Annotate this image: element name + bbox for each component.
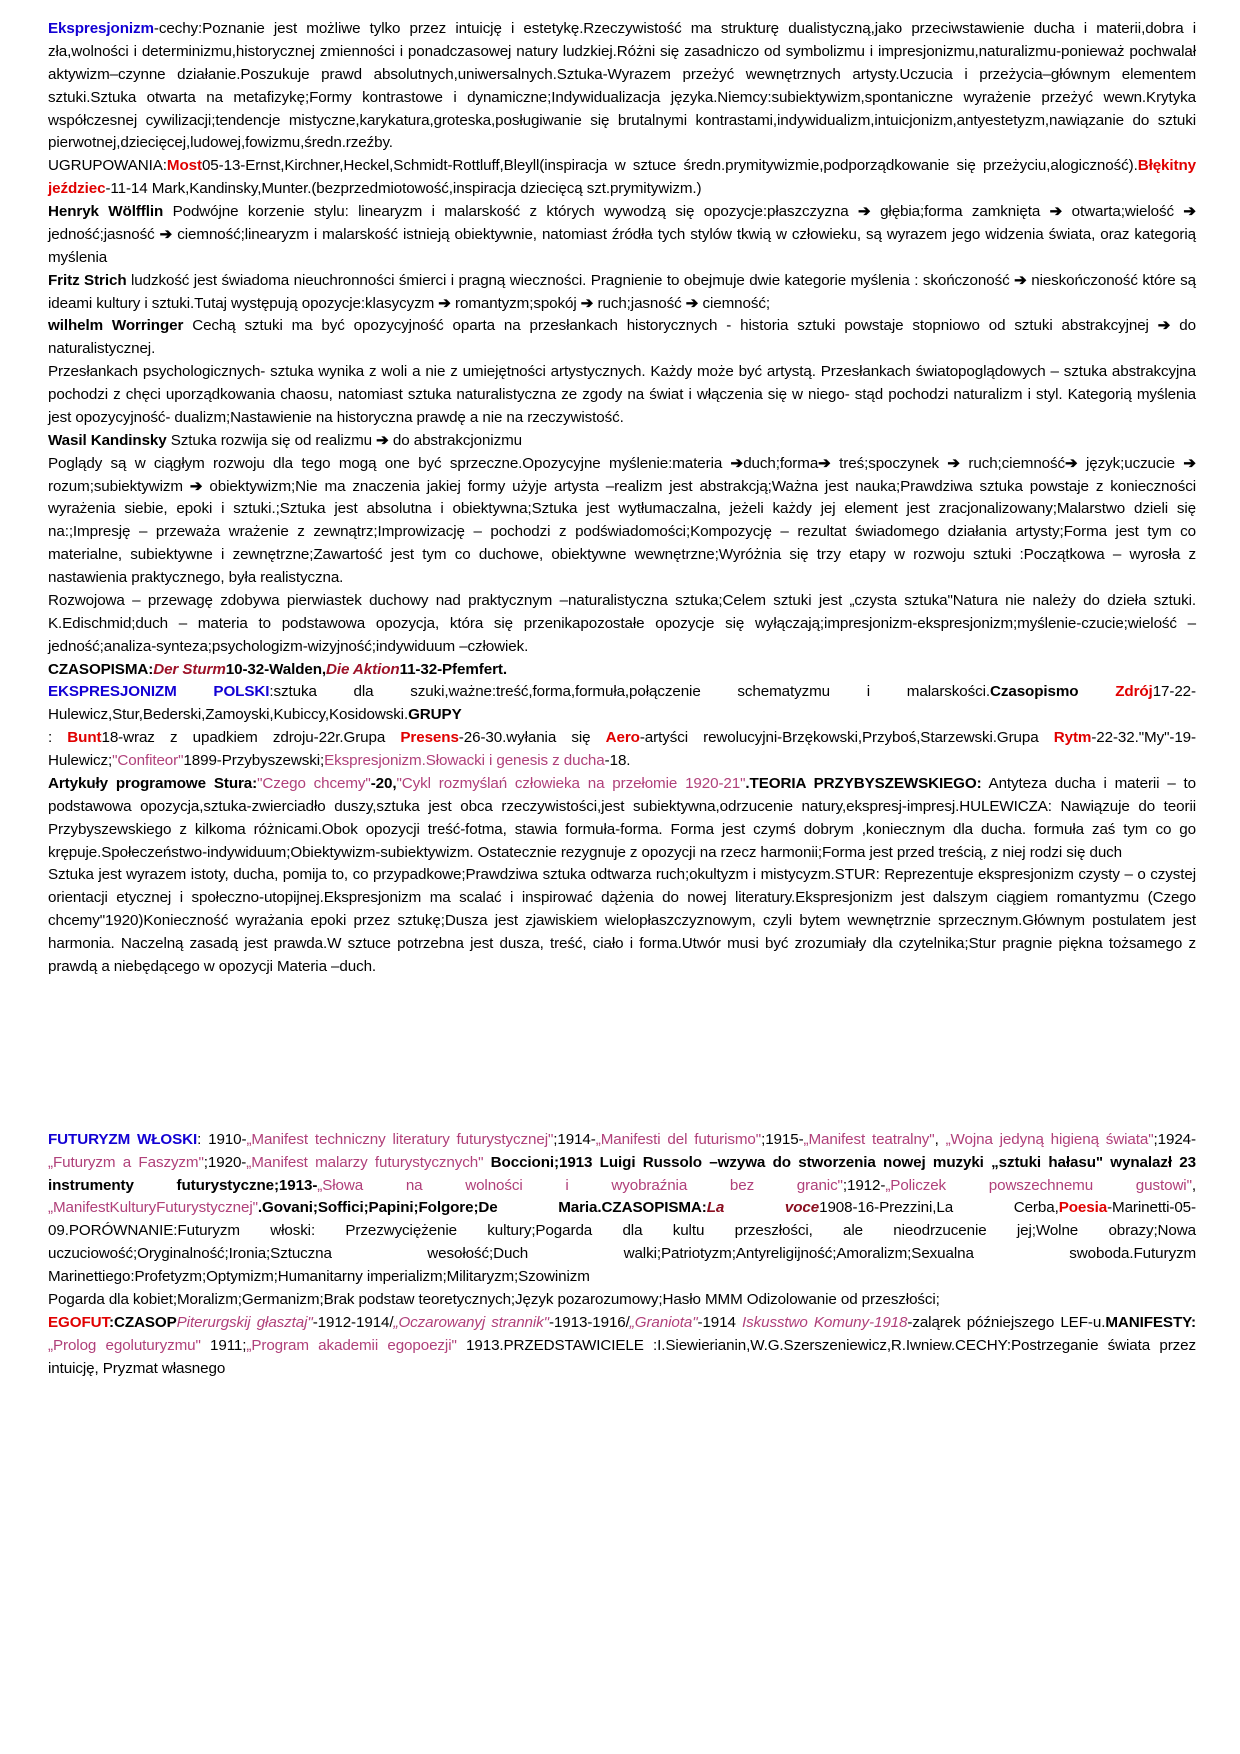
ep-text-d: -26-30.wyłania się xyxy=(458,729,606,747)
artykuly-body: Antyteza ducha i materii – to podstawowa opozycja,sztuka-zwierciadło duszy,sztuka jest obca rzeczywistości,jest subiektywna,odrzucenie natury,ekspresj-impresj.HULEWICZA: Nawiązuje do teorii Przybyszewskiego z kilkoma różnicami.Obok opozycji treść-fotma, stawia formuła-forma. Forma jest czymś dobrym ,koniecznym dla ducha. formuła zaś tym co go krępuje.Społeczeństwo-indywiduum;Obiektywizm-subiektywizm. Ostatecznie rezygnuje z opozycji na rzecz harmonii;Forma jest przed treścią, z niej rodzi się duch xyxy=(48,774,1196,861)
fw-porownanie: PORÓWNANIE:Futuryzm włoski: Przezwyciężenie kultury;Pogarda dla kultu przeszłości, ale nieodrzucenie jej;Wolne obrazy;Nowa uczuciowość;Oryginalność;Ironia;Sztuczna wesołość;Duch walki;Patriotyzm;Antyreligijność;Amoralizm;Sexualna swoboda.Futuryzm Marinettiego:Profetyzm;Optymizm;Humanitarny imperializm;Militaryzm;Szowinizm xyxy=(48,1222,1196,1285)
wolfflin-text-c: otwarta;wielość xyxy=(1062,203,1184,220)
title-iskusstwo-komuny: Iskusstwo Komuny-1918 xyxy=(741,1313,908,1331)
group-aero: Aero xyxy=(605,729,640,747)
group-blekitny-jezdziec: Błękitny jeździec xyxy=(48,157,1196,198)
title-graniota: „Graniota" xyxy=(629,1313,698,1331)
heading-ekspresjonizm-polski: EKSPRESJONIZM POLSKI xyxy=(48,683,270,701)
ep-text-a: :sztuka dla szuki,ważne:treść,forma,formuła,połączenie schematyzmu i malarskości. xyxy=(269,683,990,701)
heading-ekspresjonizm: Ekspresjonizm xyxy=(48,20,154,37)
arrow-icon: ➔ xyxy=(1157,317,1171,335)
page-blank-gap xyxy=(48,979,1196,1129)
egofut-m4: -zaląrek późniejszego LEF-u. xyxy=(907,1313,1106,1331)
czasopismo-label: Czasopismo xyxy=(990,683,1116,701)
paragraph-strich xyxy=(48,270,1196,316)
paragraph-czasopisma-niemieckie xyxy=(48,659,1196,682)
arrow-icon: ➔ xyxy=(730,454,744,472)
wolfflin-text-d: jedność;jasność xyxy=(48,225,160,243)
paragraph-ugrupowania xyxy=(48,155,1196,201)
arrow-icon: ➔ xyxy=(818,454,831,472)
paragraph-poglady xyxy=(48,453,1196,590)
heading-egofut: EGOFUT xyxy=(48,1313,109,1331)
egofut-m2: -1913-1916/ xyxy=(548,1313,630,1331)
title-manifest-teatralny: „Manifest teatralny" xyxy=(803,1130,935,1148)
title-wojna-jedyna-higiena: „Wojna jedyną higieną świata" xyxy=(945,1130,1154,1148)
grupy-pre: : xyxy=(48,729,68,747)
artykuly-mid: -20, xyxy=(370,774,397,792)
teoria-przybyszewskiego-label: .TEORIA PRZYBYSZEWSKIEGO: xyxy=(745,774,982,792)
paragraph-kandinsky xyxy=(48,430,1196,453)
paragraph-ekspresjonizm-polski xyxy=(48,681,1196,727)
ugrupowania-label: UGRUPOWANIA: xyxy=(48,157,167,175)
arrow-icon: ➔ xyxy=(858,203,871,220)
arrow-icon: ➔ xyxy=(580,294,594,312)
arrow-icon: ➔ xyxy=(1014,271,1027,289)
strich-text-e: ciemność; xyxy=(698,294,770,312)
arrow-icon: ➔ xyxy=(438,294,451,312)
strich-text-d: ruch;jasność xyxy=(593,294,686,312)
paragraph-przeslanki: Przesłankach psychologicznych- sztuka wynika z woli a nie z umiejętności artystycznych. Każdy może być artystą. Przesłankach światopoglądowych – sztuka abstrakcyjna pochodzi z chęci uporządkowania chaosu, natomiast sztuka naturalistyczna ze zgody na świat i włączenia się w niego- stąd pochodzi naturalizm i styl. Kategorią myślenia jest opozycyjność- dualizm;Nastawienie na historyczna prawdę a nie na rzeczywistość. xyxy=(48,363,1196,426)
fw-text-a: : 1910- xyxy=(197,1130,247,1148)
paragraph-wolfflin xyxy=(48,201,1196,270)
group-blekitny-text: -11-14 Mark,Kandinsky,Munter.(bezprzedmiotowość,inspiracja dziecięcą szt.prymitywizm.) xyxy=(105,180,702,198)
heading-futuryzm-wloski: FUTURYZM WŁOSKI xyxy=(48,1130,198,1148)
title-policzek: „Policzek powszechnemu gustowi" xyxy=(885,1176,1192,1194)
journal-poesia: Poesia xyxy=(1058,1199,1108,1217)
title-manifesti-del-futurismo: „Manifesti del futurismo" xyxy=(595,1130,762,1148)
journal-die-aktion: Die Aktion xyxy=(326,660,400,678)
fw-m5: ;1920- xyxy=(203,1153,247,1171)
egofut-m3: -1914 xyxy=(697,1313,742,1331)
group-most-text: 05-13-Ernst,Kirchner,Heckel,Schmidt-Rottluff,Bleyll(inspiracja w sztuce średn.prymitywizmie,podporządkowanie się przeżyciu,alogiczność). xyxy=(201,157,1138,175)
section-ekspresjonizm xyxy=(48,18,1196,979)
worringer-text-b: do naturalistycznej. xyxy=(48,317,1196,358)
strich-text-c: romantyzm;spokój xyxy=(450,294,581,312)
paragraph-pogarda: Pogarda dla kobiet;Moralizm;Germanizm;Brak podstaw teoretycznych;Język pozarozumowy;Hasło MMM Odizolowanie od przeszłości; xyxy=(48,1290,940,1308)
poglady-text-d: ruch;ciemność xyxy=(960,454,1066,472)
strich-text-b: nieskończoność które są ideami kultury i sztuki.Tutaj występują opozycje:klasycyzm xyxy=(48,271,1196,312)
fw-m4: ;1924- xyxy=(1153,1130,1196,1148)
title-czego-chcemy: "Czego chcemy" xyxy=(257,774,371,792)
ep-text-e: -artyści rewolucyjni-Brzękowski,Przyboś,Starzewski.Grupa xyxy=(639,729,1054,747)
title-slowa-na-wolnosci: „Słowa na wolności i wyobraźnia bez granic" xyxy=(317,1176,843,1194)
author-wolfflin: Henryk Wölfflin xyxy=(48,203,164,220)
ep-text-f: -22-32."My"-19-Hulewicz; xyxy=(48,729,1196,769)
journal-der-sturm: Der Sturm xyxy=(153,660,226,678)
arrow-icon: ➔ xyxy=(947,454,961,472)
paragraph-futuryzm-wloski xyxy=(48,1129,1196,1289)
title-piterurgskij: Piterurgskij głasztaj" xyxy=(176,1313,313,1331)
title-program-akademii: „Program akademii egopoezji" xyxy=(246,1336,457,1354)
wolfflin-text-e: ciemność;linearyzm i malarskość istnieją obiektywnie, natomiast źródła tych stylów tkwią w człowieku, są wyrazem jego widzenia świata, oraz kategorią myślenia xyxy=(48,225,1196,266)
title-slowacki-genesis: Ekspresjonizm.Słowacki i genesis z ducha xyxy=(324,752,605,769)
arrow-icon: ➔ xyxy=(1065,454,1078,472)
title-prolog-egofuturyzmu: „Prolog egoluturyzmu" xyxy=(48,1336,201,1354)
section-futuryzm xyxy=(48,1129,1196,1381)
poglady-text-f: rozum;subiektywizm xyxy=(48,477,190,495)
author-kandinsky: Wasil Kandinsky xyxy=(48,431,167,449)
manifesty-label: MANIFESTY: xyxy=(1105,1313,1196,1331)
arrow-icon: ➔ xyxy=(376,431,389,449)
paragraph-grupy xyxy=(48,727,1196,773)
author-worringer: wilhelm Worringer xyxy=(48,317,184,335)
arrow-icon: ➔ xyxy=(685,294,699,312)
paragraph-worringer xyxy=(48,315,1196,361)
poglady-text-c: treś;spoczynek xyxy=(830,454,948,472)
wolfflin-text-b: głębia;forma zamknięta xyxy=(870,203,1050,220)
journal-zdroj: Zdrój xyxy=(1115,683,1153,701)
fw-m7: ;1912- xyxy=(842,1176,886,1194)
title-oczarowanyj-strannik: „Oczarowanyj strannik" xyxy=(393,1313,549,1331)
fw-m1: ;1914- xyxy=(553,1130,596,1148)
kandinsky-text-b: do abstrakcjonizmu xyxy=(388,431,522,449)
poglady-text-g: obiektywizm;Nie ma znaczenia jakiej formy użyje artysta –realizm jest abstrakcją;Ważna jest nauka;Prawdziwa sztuka powstaje z konieczności wyrażenia siebie, epoki i sztuki.;Sztuka jest absolutna i obiektywna;Sztuka jest wytłumaczalna, jeżeli każdy jej element jest zracjonalizowany;Malarstwo dzieli się na:;Impresję – przeważa wrażenie z zewnątrz;Improwizację – pochodzi z podświadomości;Kompozycję – rezultat świadomego działania artysty;Forma jest tym co materialne, subiektywne i zewnętrzne;Zawartość jest tym co duchowe, obiektywne wewnętrzne;Wyróżnia się trzy etapy w rozwoju sztuki :Początkowa – wyrosła z nastawienia praktycznego, była realistyczna. xyxy=(48,477,1196,586)
egofut-m6: 1913.PRZEDSTAWICIELE :I.Siewierianin,W.G.Szerszeniewicz,R.Iwniew.CECHY:Postrzeganie świata przez intuicję, Pryzmat własnego xyxy=(48,1336,1196,1377)
der-sturm-years: 10-32-Walden, xyxy=(225,660,327,678)
title-confiteor: "Confiteor" xyxy=(112,752,184,769)
poglady-text-b: duch;forma xyxy=(743,454,819,472)
kandinsky-text-a: Sztuka rozwija się od realizmu xyxy=(166,431,377,449)
czasopisma-label-it: CZASOPISMA: xyxy=(601,1199,707,1217)
poglady-text-a: Poglądy są w ciągłym rozwoju dla tego mogą one być sprzeczne.Opozycyjne myślenie:materia xyxy=(48,454,731,472)
czasopisma-label: CZASOPISMA: xyxy=(48,660,154,678)
egofut-m1: -1912-1914/ xyxy=(312,1313,394,1331)
title-manifest-techniczny: „Manifest techniczny literatury futurystycznej" xyxy=(246,1130,554,1148)
wolfflin-text-a: Podwójne korzenie stylu: linearyzm i malarskość z których wywodzą się opozycje:płaszczyzna xyxy=(163,203,859,220)
fw-m2: ;1915- xyxy=(761,1130,804,1148)
paragraph-egofut xyxy=(48,1312,1196,1381)
arrow-icon: ➔ xyxy=(159,225,173,243)
paragraph-ekspresjonizm-cechy xyxy=(48,18,1196,155)
arrow-icon: ➔ xyxy=(1183,203,1196,220)
group-presens: Presens xyxy=(400,729,459,747)
paragraph-artykuly-programowe xyxy=(48,773,1196,865)
fw-m6: Boccioni;1913 Luigi Russolo –wzywa do stworzenia nowej muzyki „sztuki hałasu" wynalazł 23 instrumenty futurystyczne;1913- xyxy=(48,1153,1196,1194)
fw-m9: .Govani;Soffici;Papini;Folgore;De Maria. xyxy=(257,1199,602,1217)
fw-m11: -Marinetti-05-09. xyxy=(48,1199,1196,1240)
poglady-text-e: język;uczucie xyxy=(1077,454,1184,472)
ep-text-g: 1899-Przybyszewski; xyxy=(183,752,325,769)
arrow-icon: ➔ xyxy=(189,477,203,495)
arrow-icon: ➔ xyxy=(1049,203,1063,220)
ep-text-c: 18-wraz z upadkiem zdroju-22r.Grupa xyxy=(101,729,401,747)
artykuly-label: Artykuły programowe Stura: xyxy=(48,774,258,792)
paragraph-rozwojowa: Rozwojowa – przewagę zdobywa pierwiastek duchowy nad praktycznym –naturalistyczna sztuka;Celem sztuki jest „czysta sztuka"Natura nie należy do dzieła sztuki. K.Edischmid;duch – materia to podstawowa opozycja, która się przenikapozostałe opozycje się wyłączają;impresjonizm-ekspresjonizm;myślenie-czucie;wielość –jedność;analiza-synteza;psychologizm-wizyjność;indywiduum –człowiek. xyxy=(48,591,1196,655)
die-aktion-years: 11-32-Pfemfert. xyxy=(399,660,507,678)
title-cykl-rozmyslan: "Cykl rozmyślań człowieka na przełomie 1920-21" xyxy=(396,774,746,792)
title-manifest-kultury: „ManifestKulturyFuturystycznej" xyxy=(48,1199,258,1217)
title-manifest-malarzy: „Manifest malarzy futurystycznych" xyxy=(246,1153,484,1171)
arrow-icon: ➔ xyxy=(1183,454,1197,472)
group-most: Most xyxy=(166,157,202,175)
title-futuryzm-a-faszyzm: „Futuryzm a Faszyzm" xyxy=(48,1153,204,1171)
group-bunt: Bunt xyxy=(67,729,102,747)
egofut-czasop: :CZASOP xyxy=(109,1313,177,1331)
fw-m8: , xyxy=(1191,1176,1196,1194)
grupy-label: GRUPY xyxy=(408,706,462,724)
ep-text-h: -18. xyxy=(604,752,631,769)
author-strich: Fritz Strich xyxy=(48,271,127,289)
group-rytm: Rytm xyxy=(1053,729,1092,747)
egofut-m5: 1911; xyxy=(200,1336,247,1354)
fw-m3: , xyxy=(934,1130,946,1148)
ekspresjonizm-body: -cechy:Poznanie jest możliwe tylko przez intuicję i estetykę.Rzeczywistość ma strukturę dualistyczną,jako przeciwstawienie ducha i materii,dobra i zła,wolności i determinizmu,historycznej zmienności i ponadczasowej natury ludzkiej.Różni się zasadniczo od symbolizmu i impresjonizmu,naturalizmu-ponieważ pochwalał aktywizm–czynne działanie.Poszukuje prawd absolutnych,uniwersalnych.Sztuka-Wyrazem przeżyć wewnętrznych artysty.Uczucia i przeżycia–głównym elementem sztuki.Sztuka otwarta na metafizykę;Formy kontrastowe i dynamiczne;Indywidualizacja języka.Niemcy:subiektywizm,spontaniczne wyrażenie przeżyć wewn.Krytyka współczesnej cywilizacji;tendencje mistyczne,karykatura,groteska,posługiwanie się brutalnymi kontrastami,indywidualizm,intuicjonizm,antyestetyzm,nawiązanie do sztuki pierwotnej,dziecięcej,ludowej,fowizmu,średn.rzeźby. xyxy=(48,20,1196,152)
strich-text-a: ludzkość jest świadoma nieuchronności śmierci i pragną wieczności. Pragnienie to obejmuje dwie kategorie myślenia : skończoność xyxy=(126,271,1015,289)
ep-text-b: 17-22-Hulewicz,Stur,Bederski,Zamoyski,Kubiccy,Kosidowski. xyxy=(48,683,1196,724)
paragraph-sztuka-wyrazem: Sztuka jest wyrazem istoty, ducha, pomija to, co przypadkowe;Prawdziwa sztuka odtwarza ruch;okultyzm i mistycyzm.STUR: Reprezentuje ekspresjonizm czysty – o czystej orientacji etycznej i społeczno-utopijnej.Ekspresjonizm ma scalać i inspirować dążenia do nowej literatury.Ekspresjonizm jest dalszym ciągiem romantyzmu (Czego chcemy"1920)Konieczność wyrażania epoki przez sztukę;Dusza jest zjawiskiem wielopłaszczyznowym, czyli bytem wewnętrznie sprzecznym.Głównym postulatem jest harmonia. Naczelną zasadą jest prawda.W sztuce potrzebna jest dusza, treść, ciało i forma.Utwór musi być zrozumiały dla czytelnika;Stur pragnie piękna tożsamego z prawdą a niebędącego w opozycji Materia –duch. xyxy=(48,866,1196,975)
worringer-text-a: Cechą sztuki ma być opozycyjność oparta na przesłankach historycznych - historia sztuki powstaje stopniowo od sztuki abstrakcyjnej xyxy=(183,317,1158,335)
fw-m10: 1908-16-Prezzini,La Cerba, xyxy=(819,1199,1059,1217)
journal-la-voce: La voce xyxy=(706,1199,820,1217)
